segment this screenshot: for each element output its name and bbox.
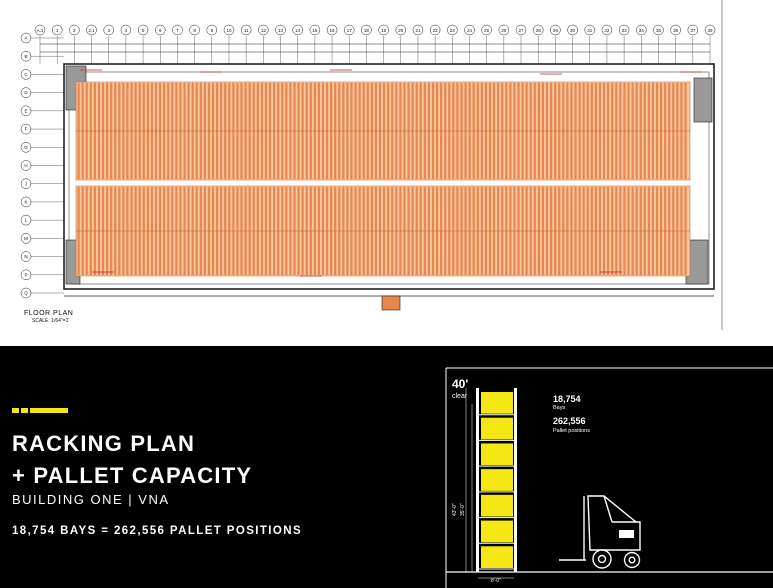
row-label: D bbox=[24, 90, 28, 96]
column-label: 27 bbox=[518, 28, 524, 33]
overall-height-dimension: 43'-0" bbox=[452, 503, 458, 516]
column-label: 32 bbox=[604, 28, 610, 33]
column-label: A.1 bbox=[36, 28, 44, 33]
rack-upright-right bbox=[514, 388, 517, 572]
column-label: 25 bbox=[484, 28, 490, 33]
column-label: 11 bbox=[243, 28, 249, 33]
floor-plan-scale: SCALE: 1/64"=1' bbox=[32, 318, 70, 324]
column-label: 29 bbox=[552, 28, 558, 33]
rack-height-dimension: 35'-0" bbox=[460, 503, 466, 516]
pallet-load bbox=[481, 521, 513, 543]
column-label: 22 bbox=[432, 28, 438, 33]
column-label: 10 bbox=[226, 28, 232, 33]
row-label: A bbox=[24, 35, 28, 41]
column-label: 7 bbox=[176, 28, 179, 33]
pallet-load bbox=[481, 495, 513, 517]
column-label: 31 bbox=[587, 28, 593, 33]
row-label: P bbox=[24, 272, 28, 278]
column-label: 23 bbox=[449, 28, 455, 33]
pallet-load bbox=[481, 443, 513, 465]
info-panel bbox=[0, 346, 773, 588]
column-label: 33 bbox=[621, 28, 627, 33]
pallet-positions-label: Pallet positions bbox=[553, 428, 590, 434]
forklift-icon bbox=[559, 496, 640, 568]
row-label: Q bbox=[24, 290, 28, 296]
column-label: 26 bbox=[501, 28, 507, 33]
row-label: N bbox=[24, 254, 28, 260]
floor-plan-caption bbox=[24, 310, 73, 324]
column-label: 17 bbox=[346, 28, 352, 33]
row-label: L bbox=[24, 217, 28, 223]
column-label: 16 bbox=[329, 28, 335, 33]
column-label: 18 bbox=[363, 28, 369, 33]
column-label: 14 bbox=[295, 28, 301, 33]
column-label: 37 bbox=[690, 28, 696, 33]
pallet-load bbox=[481, 469, 513, 491]
stair-tower bbox=[382, 296, 400, 310]
column-label: 20 bbox=[398, 28, 404, 33]
column-label: 30 bbox=[570, 28, 576, 33]
rack-upright-left bbox=[476, 388, 479, 572]
rack-elevation bbox=[466, 388, 517, 578]
floor-plan-title: FLOOR PLAN bbox=[24, 310, 74, 317]
aisle-width-dimension: 8'-0" bbox=[491, 578, 501, 584]
column-label: 12 bbox=[260, 28, 266, 33]
row-label: B bbox=[24, 53, 28, 59]
bays-count: 18,754 bbox=[553, 394, 581, 404]
column-label: 13 bbox=[278, 28, 284, 33]
column-label: 4 bbox=[124, 28, 128, 33]
pallet-count: 262,556 bbox=[553, 416, 586, 426]
column-label: 6 bbox=[158, 28, 162, 33]
column-label: 38 bbox=[707, 28, 713, 33]
row-label: F bbox=[24, 126, 28, 132]
row-label: E bbox=[24, 108, 28, 114]
pallet-load bbox=[481, 546, 513, 568]
column-label: 3 bbox=[107, 28, 110, 33]
building-subtitle: BUILDING ONE | VNA bbox=[12, 492, 170, 507]
column-label: 36 bbox=[673, 28, 679, 33]
clear-height-label: clear bbox=[452, 393, 468, 400]
row-label: C bbox=[24, 72, 28, 78]
column-label: 24 bbox=[466, 28, 472, 33]
pallet-load bbox=[481, 418, 513, 440]
column-label: 15 bbox=[312, 28, 318, 33]
capacity-summary: 18,754 BAYS = 262,556 PALLET POSITIONS bbox=[12, 525, 303, 537]
column-label: 35 bbox=[655, 28, 661, 33]
column-label: 2 bbox=[73, 28, 76, 33]
column-label: 19 bbox=[381, 28, 387, 33]
column-label: 21 bbox=[415, 28, 421, 33]
column-label: 1 bbox=[55, 28, 59, 33]
column-label: 5 bbox=[141, 28, 145, 33]
title-line-1: RACKING PLAN bbox=[12, 431, 196, 456]
rack-elevation-diagram bbox=[0, 346, 773, 588]
row-label: G bbox=[24, 144, 28, 150]
column-label: 9 bbox=[210, 28, 214, 33]
column-label: 34 bbox=[638, 28, 644, 33]
title-line-2: + PALLET CAPACITY bbox=[12, 463, 253, 488]
bays-label: Bays bbox=[553, 405, 566, 411]
pallet-load bbox=[481, 392, 513, 414]
column-label: 28 bbox=[535, 28, 541, 33]
row-label: M bbox=[24, 235, 28, 241]
clear-height-value: 40' bbox=[452, 377, 469, 391]
row-label: J bbox=[24, 181, 28, 187]
column-label: 8 bbox=[193, 28, 196, 33]
row-label: K bbox=[24, 199, 28, 205]
column-label: 2.1 bbox=[88, 28, 95, 33]
office-ne bbox=[694, 78, 712, 122]
row-label: H bbox=[24, 163, 28, 169]
